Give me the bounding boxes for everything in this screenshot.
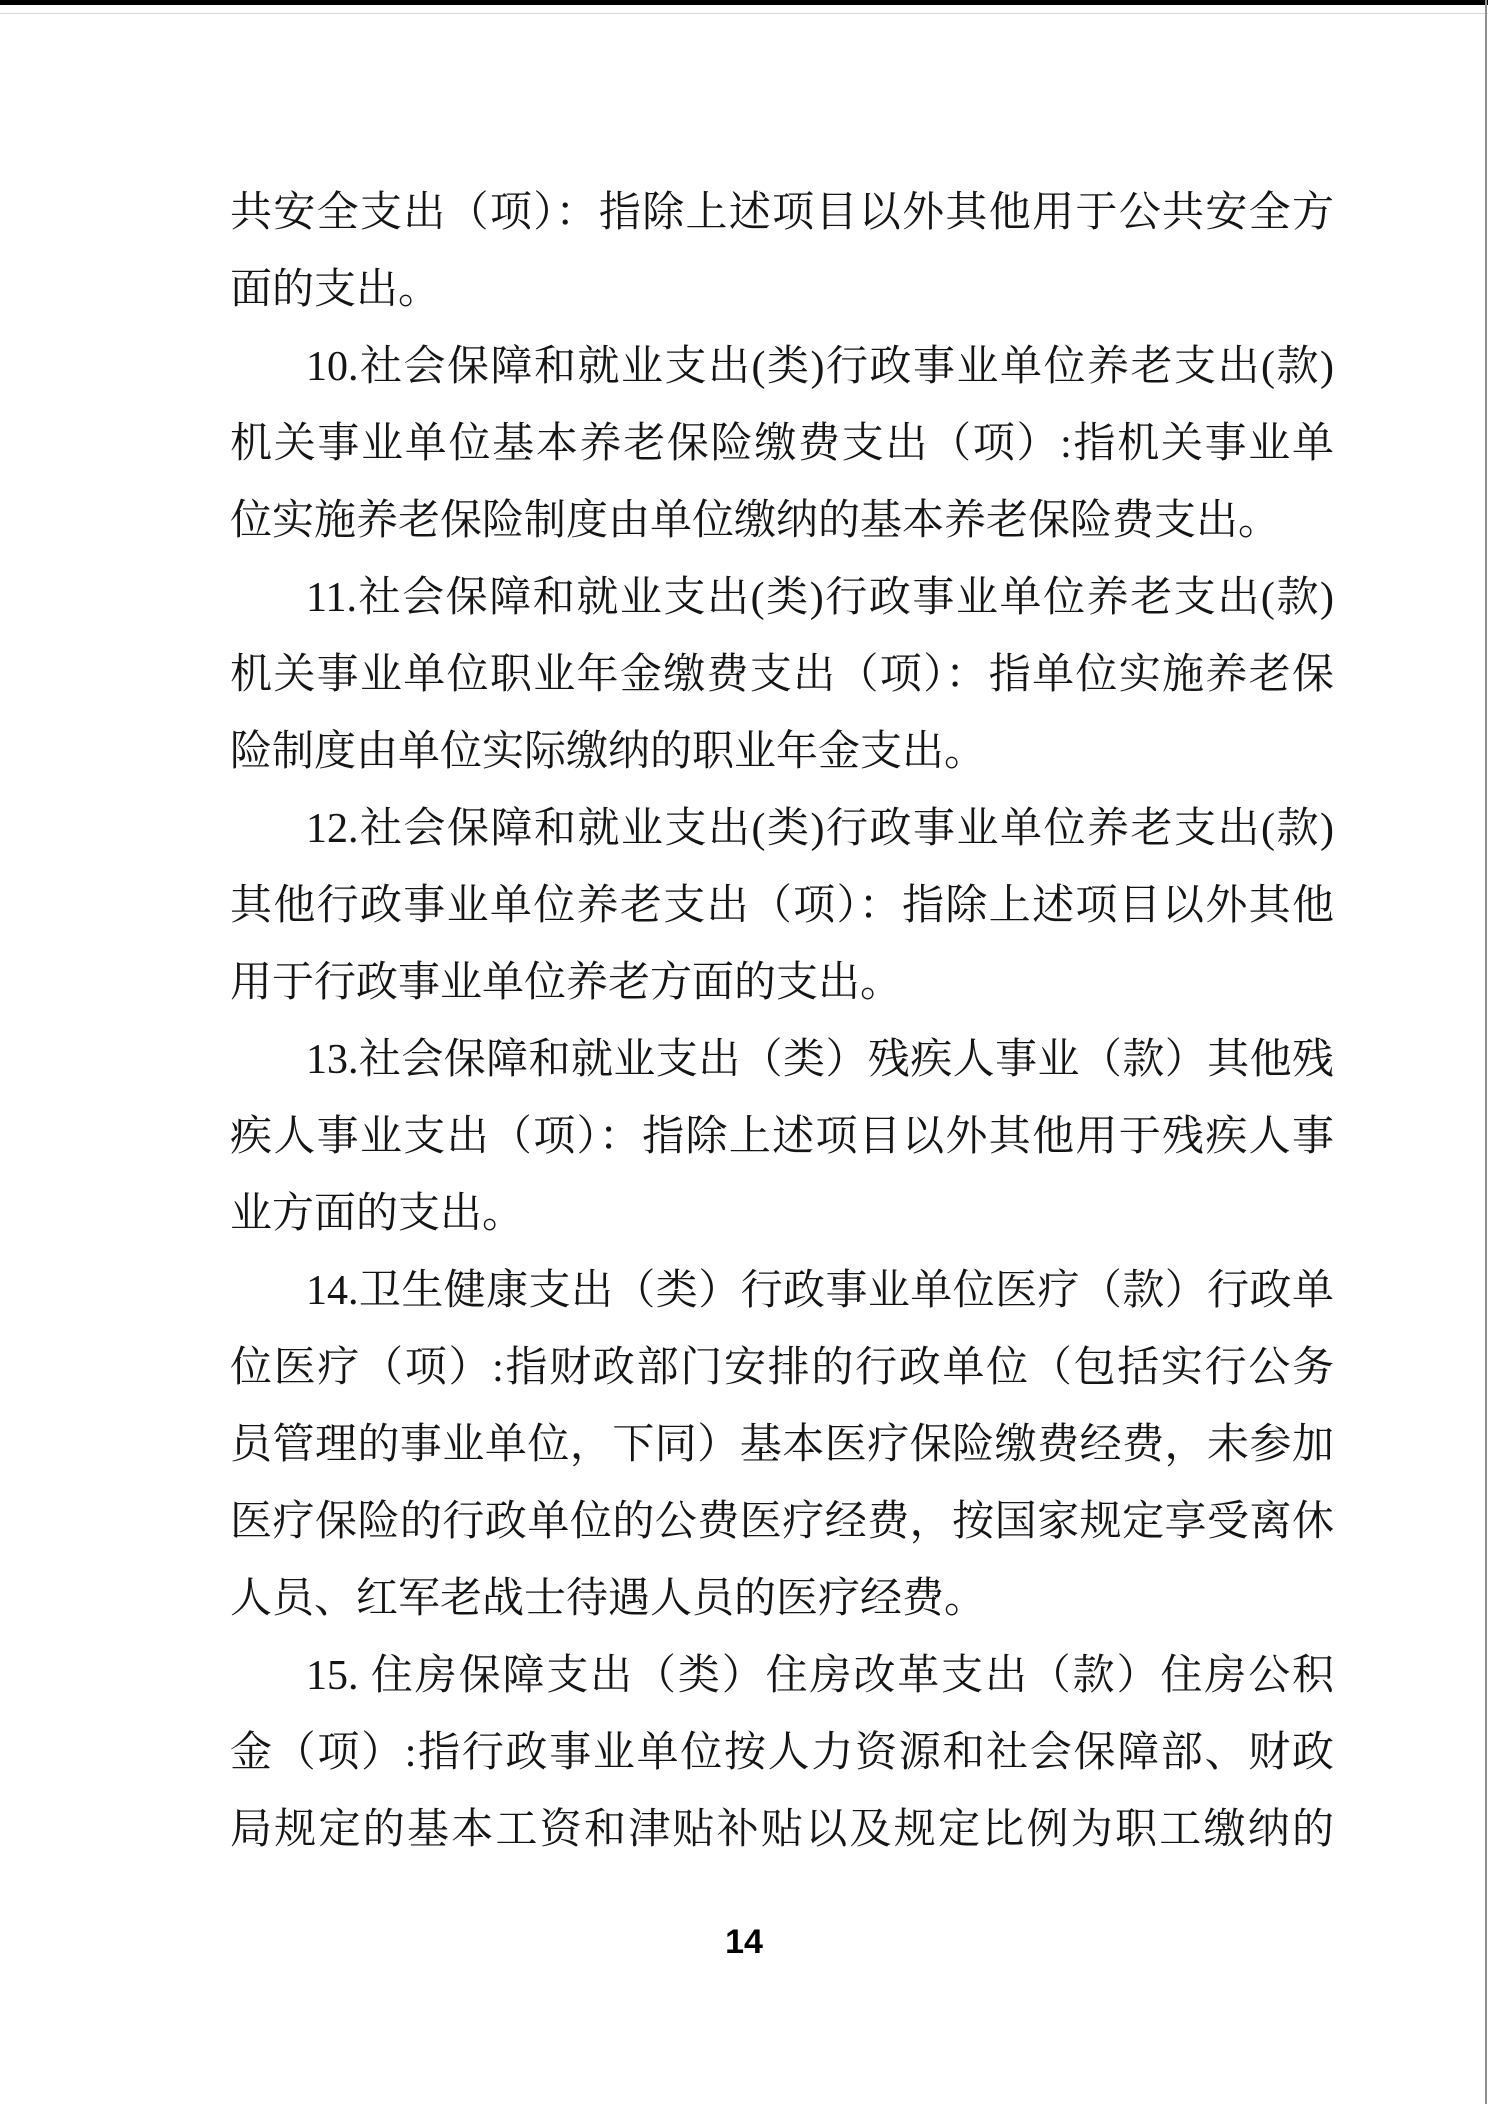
- text-line: 15. 住房保障支出（类）住房改革支出（款）住房公积: [306, 1653, 1334, 1699]
- scan-edge-top-bar: [0, 0, 1488, 5]
- page-number: 14: [725, 1923, 763, 1961]
- text-line: 疾人事业支出（项）：指除上述项目以外其他用于残疾人事: [230, 1114, 1334, 1160]
- text-line: 局规定的基本工资和津贴补贴以及规定比例为职工缴纳的: [230, 1807, 1334, 1853]
- scan-hairline: [0, 13, 1488, 14]
- text-line: 13.社会保障和就业支出（类）残疾人事业（款）其他残: [306, 1037, 1334, 1083]
- text-line: 员管理的事业单位，下同）基本医疗保险缴费经费，未参加: [230, 1422, 1334, 1468]
- text-line: 共安全支出（项）：指除上述项目以外其他用于公共安全方: [230, 190, 1334, 236]
- text-line: 12.社会保障和就业支出(类)行政事业单位养老支出(款): [306, 806, 1334, 852]
- text-line: 医疗保险的行政单位的公费医疗经费，按国家规定享受离休: [230, 1499, 1334, 1545]
- document-body: [230, 175, 1334, 1869]
- text-line: 位实施养老保险制度由单位缴纳的基本养老保险费支出。: [230, 498, 1281, 544]
- text-line: 机关事业单位基本养老保险缴费支出（项）:指机关事业单: [230, 421, 1334, 467]
- text-line: 11.社会保障和就业支出(类)行政事业单位养老支出(款): [306, 575, 1334, 621]
- text-line: 10.社会保障和就业支出(类)行政事业单位养老支出(款): [306, 344, 1334, 390]
- text-line: 险制度由单位实际缴纳的职业年金支出。: [230, 729, 987, 775]
- text-line: 机关事业单位职业年金缴费支出（项）：指单位实施养老保: [230, 652, 1334, 698]
- text-line: 面的支出。: [230, 267, 441, 313]
- text-line: 人员、红军老战士待遇人员的医疗经费。: [230, 1576, 987, 1622]
- text-line: 其他行政事业单位养老支出（项）：指除上述项目以外其他: [230, 883, 1334, 929]
- text-line: 业方面的支出。: [230, 1191, 525, 1237]
- text-line: 金（项）:指行政事业单位按人力资源和社会保障部、财政: [230, 1730, 1334, 1776]
- text-line: 用于行政事业单位养老方面的支出。: [230, 960, 903, 1006]
- text-line: 14.卫生健康支出（类）行政事业单位医疗（款）行政单: [306, 1268, 1334, 1314]
- scan-edge-right-line: [1485, 0, 1487, 2104]
- text-line: 位医疗（项）:指财政部门安排的行政单位（包括实行公务: [230, 1345, 1334, 1391]
